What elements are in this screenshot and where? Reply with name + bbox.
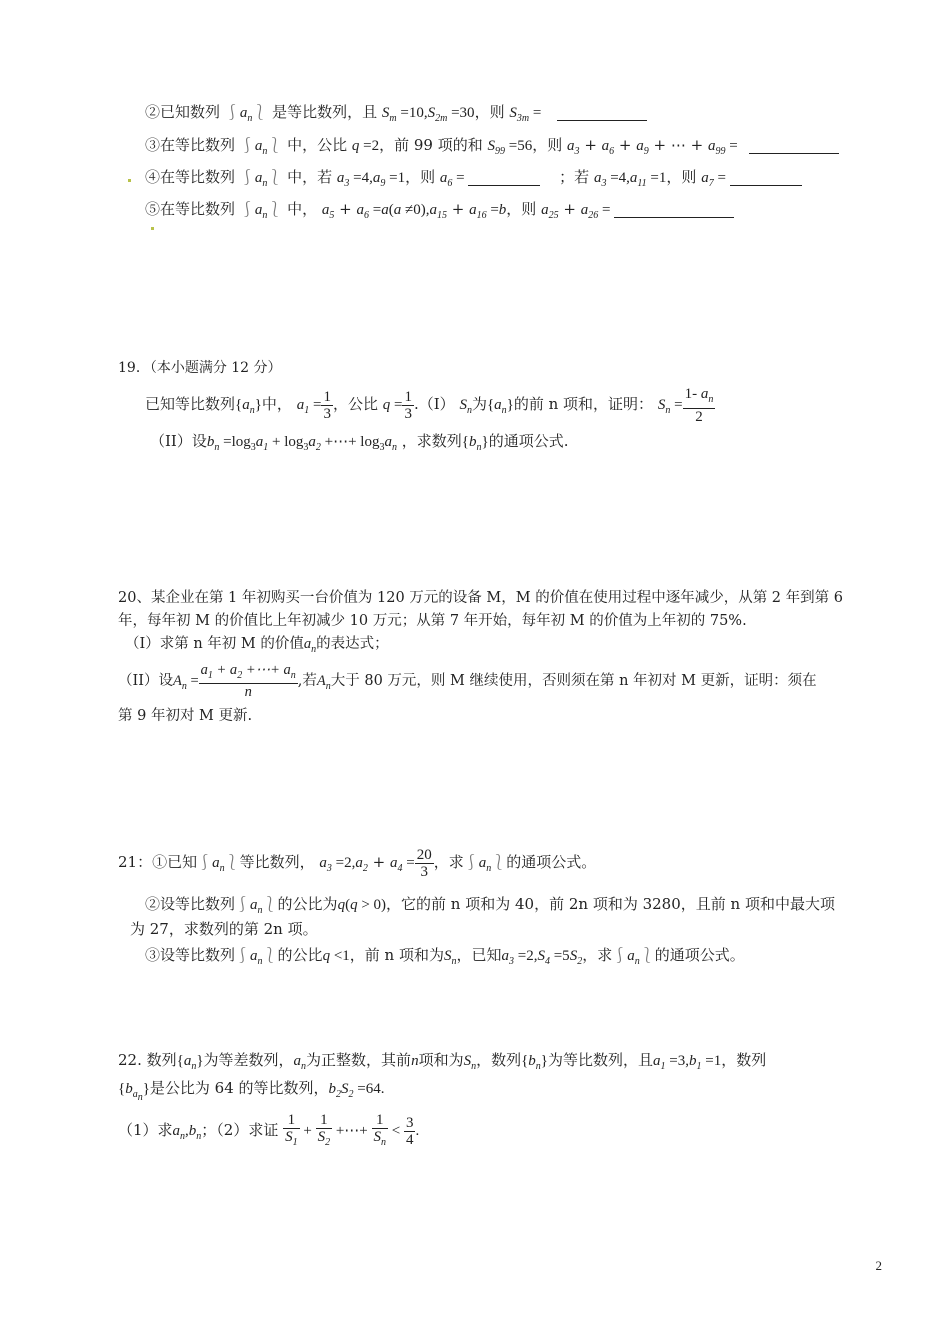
q18-item5: ⑤在等比数列 $⎰a_n⎱$ 中， $a_5 + a_6 =a(a \ne 0),a_{15} + a_{16} =b$，则 $a_{25} + a_{26}$ = <box>145 199 734 226</box>
q19-heading: 19．（本小题满分 12 分） <box>118 360 282 376</box>
q18-item3: ③在等比数列 $⎰a_n⎱$ 中，公比 q =2，前 99 项的和 $S_{99} =56$，则 $a_3 + a_6 + a_9$ + ⋯ + $a_{99}$ = <box>145 135 839 162</box>
q18-item4: ④在等比数列 $⎰a_n⎱$ 中，若 $a_3 =4,a_9 =1$，则 $a_6$ = ；若 $a_3 =4,a_{11} =1$，则 $a_7$ = <box>145 167 802 194</box>
q21-line1: 21：①已知$⎰a_n⎱$等比数列， $a_3 =2,a_2 + a_4$ = $\frac{20}{3}$ ，求$⎰a_n⎱$的通项公式。 <box>118 846 597 880</box>
q20-line2: 年，每年初 M 的价值比上年初减少 10 万元；从第 7 年开始，每年初 M 的价值为上年初的 75%. <box>118 613 747 629</box>
q20-last: 第 9 年初对 M 更新. <box>118 708 253 724</box>
q21-line2: ②设等比数列$⎰a_n⎱$的公比为q(q > 0)，它的前 n 项和为 40，前 2n 项和为 3280，且前 n 项和中最大项 <box>145 895 835 916</box>
q21-line3: 为 27，求数列的第 2n 项。 <box>130 920 318 938</box>
q20-part1: （I）求第 n 年初 M 的价值$a_n$的表达式； <box>125 636 389 655</box>
q19-line1: 已知等比数列$\{a_n\}$中， $a_1$ = $\frac{1}{3}$ ，公比 q = $\frac{1}{3}$ .（I） $S_n$为$\{a_n\}$的前 n 项和，证明： $S_n$ = $\frac{1- a_n}{2}$ <box>145 385 714 425</box>
decorative-dot <box>151 227 154 230</box>
answer-blank <box>468 171 540 186</box>
q19-line2: （II）设$b_n =\log_3a_1 + \log_3a_2$ +⋯+ $\log_3a_n$ ，求数列$\{b_n\}$的通项公式. <box>150 432 569 453</box>
page-number: 2 <box>875 1258 882 1273</box>
answer-blank <box>614 203 734 218</box>
answer-blank <box>749 139 839 154</box>
q22-line2: $\{b_{a_n}\}$是公比为 64 的等比数列，$b_2S_2 =64$. <box>118 1079 385 1103</box>
answer-blank <box>730 171 802 186</box>
q22-line3: （1）求$a_n,b_n$；（2）求证 $\frac{1}{S_1}$ + $\frac{1}{S_2}$ +⋯+ $\frac{1}{S_n}$ < $\frac{3}{4}$ . <box>118 1111 420 1148</box>
q22-line1: 22. 数列$\{a_n\}$为等差数列，$a_n$为正整数，其前n项和为$S_n$，数列$\{b_n\}$为等比数列，且$a_1 =3,b_1 =1$，数列 <box>118 1051 767 1072</box>
q20-line1: 20、某企业在第 1 年初购买一台价值为 120 万元的设备 M，M 的价值在使用过程中逐年减少，从第 2 年到第 6 <box>118 590 843 606</box>
q18-item2: ②已知数列 $⎰a_n⎱$ 是等比数列，且 $S_m =10,S_{2m} =30$，则 $S_{3m}$ = <box>145 102 647 129</box>
q21-line4: ③设等比数列$⎰a_n⎱$的公比q <1，前 n 项和为$S_n$，已知$a_3 =2,S_4 =5S_2$，求$⎰a_n⎱$的通项公式。 <box>145 946 745 967</box>
answer-blank <box>557 106 647 121</box>
q20-part2: （II）设$A_n$ = $\frac{a_1 + a_2 +\cdots+ a_n}{n}$ ,若$A_n$大于 80 万元，则 M 继续使用，否则须在第 n 年初对 M 更新，证明：须在 <box>118 661 817 701</box>
decorative-dot <box>128 179 131 182</box>
